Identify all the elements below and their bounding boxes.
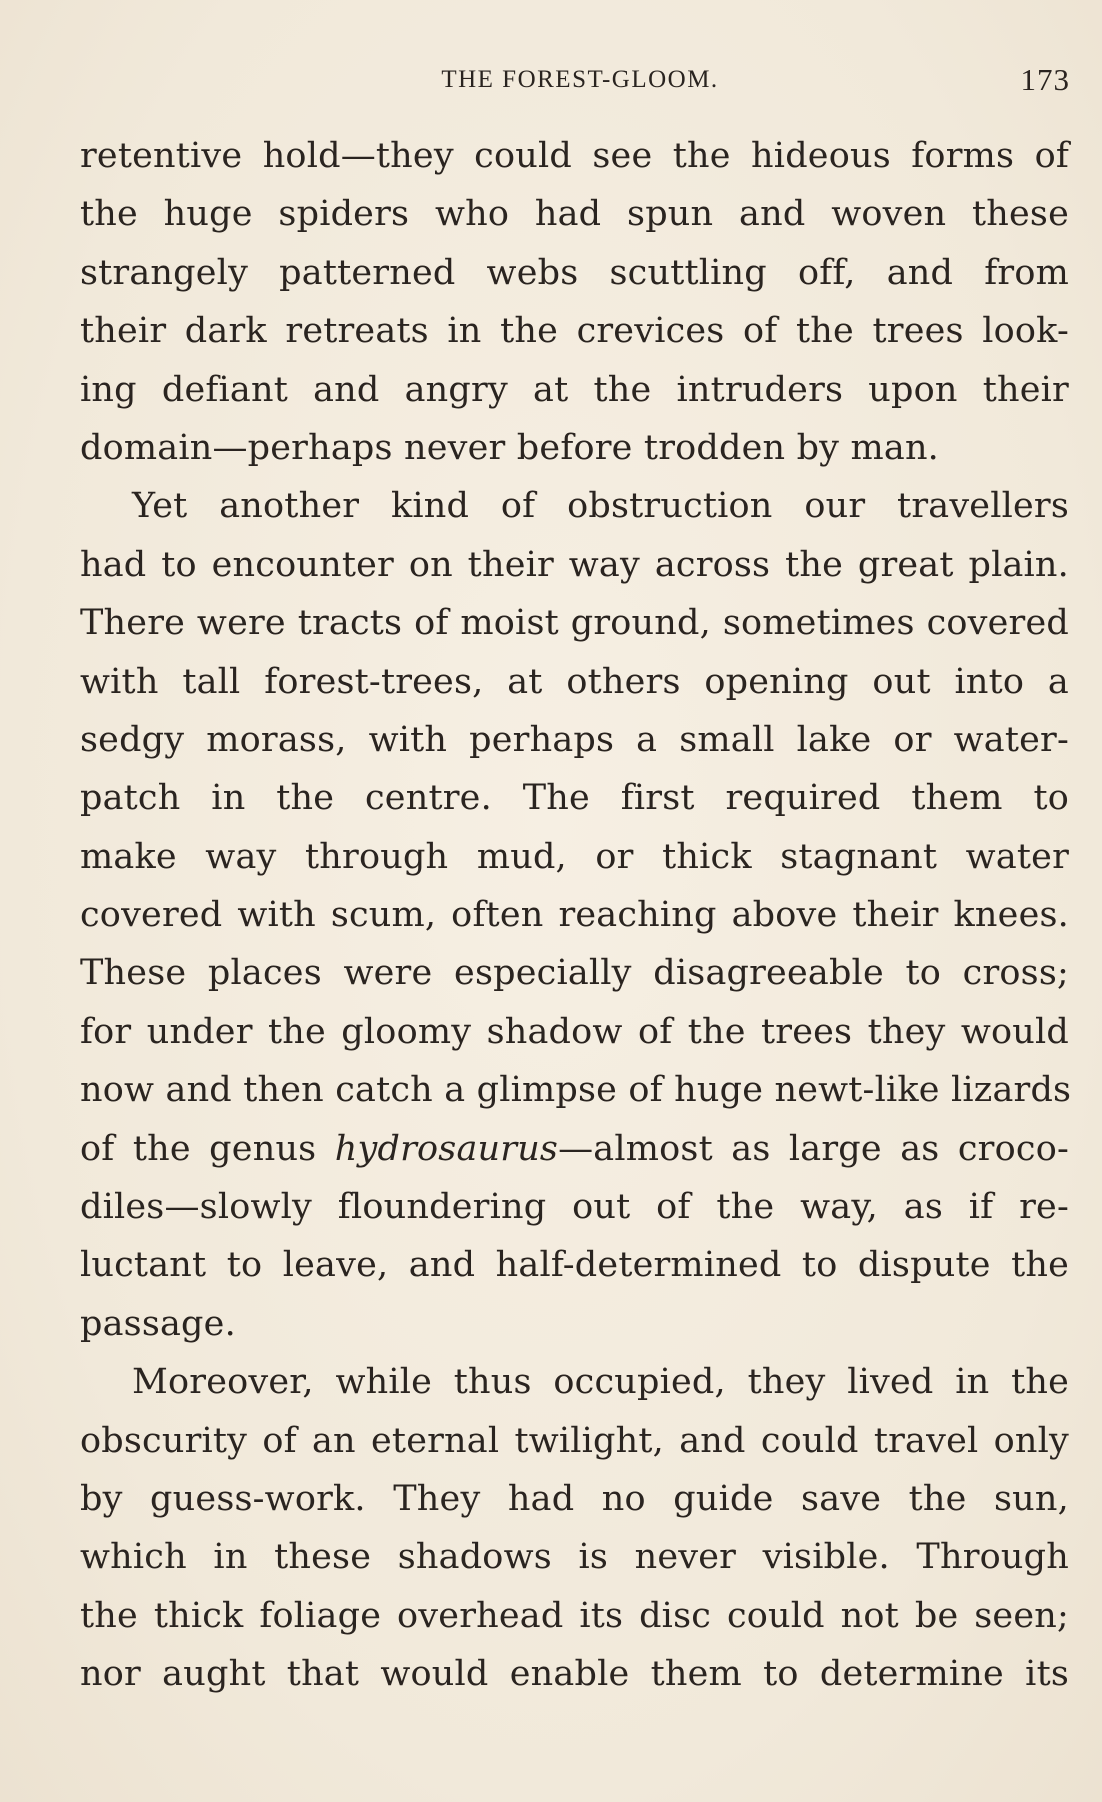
line-segment: of the genus xyxy=(80,1128,335,1169)
paragraph-start-line: Yet another kind of obstruction our travellers xyxy=(132,486,1069,527)
text-line: passage. xyxy=(80,1303,236,1344)
text-line: make way through mud, or thick stagnant water xyxy=(80,836,1069,877)
italic-genus-name: hydrosaurus xyxy=(334,1128,559,1169)
text-line: strangely patterned webs scuttling off, and from xyxy=(80,252,1069,293)
text-line: nor aught that would enable them to determine its xyxy=(80,1654,1069,1695)
line-segment: —almost as large as croco- xyxy=(558,1128,1069,1169)
text-line: diles—slowly floundering out of the way, as if re- xyxy=(80,1187,1069,1228)
text-line: covered with scum, often reaching above their knees. xyxy=(80,895,1069,936)
running-title: THE FOREST-GLOOM. xyxy=(441,66,719,93)
paragraph-start-line: Moreover, while thus occupied, they lived in the xyxy=(132,1362,1069,1403)
text-line: now and then catch a glimpse of huge newt-like lizards xyxy=(80,1070,1072,1111)
text-line: luctant to leave, and half-determined to dispute the xyxy=(80,1245,1069,1286)
text-line: retentive hold—they could see the hideous forms of xyxy=(80,136,1069,176)
text-line: the thick foliage overhead its disc could not be seen; xyxy=(80,1595,1069,1636)
text-line: obscurity of an eternal twilight, and could travel only xyxy=(80,1420,1069,1461)
text-line: had to encounter on their way across the great plain. xyxy=(80,544,1069,585)
running-head xyxy=(80,62,1070,102)
text-line: patch in the centre. The first required them to xyxy=(80,778,1069,819)
text-line: their dark retreats in the crevices of the trees look- xyxy=(80,311,1069,352)
text-line: ing defiant and angry at the intruders upon their xyxy=(80,369,1069,410)
text-line: domain—perhaps never before trodden by man. xyxy=(80,427,940,468)
text-line: for under the gloomy shadow of the trees they would xyxy=(80,1011,1069,1052)
page-number: 173 xyxy=(1020,62,1070,97)
text-line-with-italic xyxy=(80,1120,1069,1178)
text-line: with tall forest-trees, at others opening out into a xyxy=(80,661,1069,702)
text-line: by guess-work. They had no guide save the sun, xyxy=(80,1478,1069,1519)
body-text xyxy=(80,127,1072,1704)
text-line: the huge spiders who had spun and woven these xyxy=(80,194,1069,235)
text-line: There were tracts of moist ground, sometimes covered xyxy=(80,603,1069,644)
text-line: These places were especially disagreeable to cross; xyxy=(80,953,1069,994)
text-line: which in these shadows is never visible. Through xyxy=(80,1537,1069,1578)
text-line: sedgy morass, with perhaps a small lake or water- xyxy=(80,719,1069,760)
